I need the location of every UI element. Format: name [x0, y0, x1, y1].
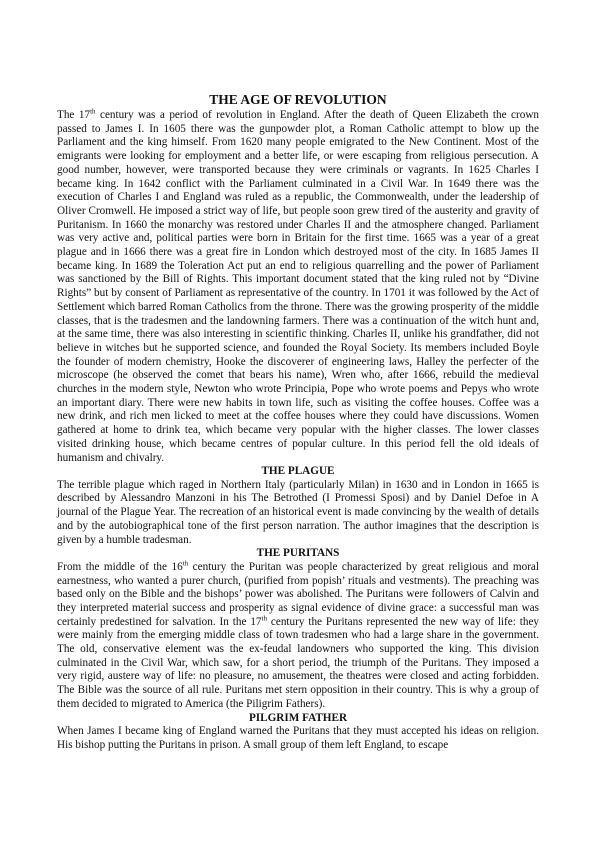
- document-page: [57, 92, 539, 752]
- puritans-heading: THE PURITANS: [256, 547, 340, 560]
- plague-heading: THE PLAGUE: [261, 465, 335, 478]
- pilgrim-paragraph: When James I became king of England warned the Puritans that they must accepted his ideas on religion. His bishop putting the Puritans in prison. A small group of them left England, to escape: [57, 725, 539, 751]
- puritans-text-part-3: century the Puritans represented the new way of life: they were mainly from the emerging middle class of town tradesmen who had a large share in the government. The old, conservative element was the ex-feudal landowners who supported the king. This division culminated in the Civil War, which saw, for a short period, the triumph of the Puritans. They imposed a very rigid, austere way of life: no pleasure, no amusement, the theatres were closed and acting forbidden. The Bible was the source of all rule. Puritans met stern opposition in their country. This is why a group of them decided to migrated to America (the Piligrim Fathers).: [57, 615, 539, 710]
- puritans-paragraph: [57, 561, 539, 712]
- pilgrim-heading: PILGRIM FATHER: [248, 711, 348, 724]
- intro-text-part-1: The 17: [57, 109, 91, 121]
- puritans-text-part-1: From the middle of the 16: [57, 560, 183, 573]
- plague-paragraph: The terrible plague which raged in Northern Italy (particularly Milan) in 1630 and in London in 1665 is described by Alessandro Manzoni in his The Betrothed (I Promessi Sposi) and by Daniel Defoe in A journal of the Plague Year. The recreation of an historical event is made convincing by the wealth of details and by the autobiographical tone of the first person narration. The author imagines that the description is given by a humble tradesman.: [57, 478, 539, 546]
- document-title: THE AGE OF REVOLUTION: [209, 92, 387, 107]
- ordinal-suffix: th: [182, 559, 189, 568]
- ordinal-suffix: th: [261, 613, 267, 622]
- ordinal-suffix: th: [90, 107, 96, 116]
- puritans-text-part-2: century the Puritan was people characterized by great religious and moral earnestness, who wanted a purer church, (purified from popish’ rituals and vestments). The preaching was based only on the Bible and the bishops’ power was abolished. The Puritans were followers of Calvin and they interpreted material success and prosperity as signal evidence of divine grace: a successful man was certainly predestined for salvation. In the 17: [57, 560, 539, 628]
- intro-paragraph: [57, 109, 539, 465]
- intro-text-part-2: century was a period of revolution in England. After the death of Queen Elizabeth the crown passed to James I. In 1605 there was the gunpowder plot, a Roman Catholic attempt to blow up the Parliament and the king himself. From 1620 many people emigrated to the New Continent. Most of the emigrants were looking for employment and a better life, or were escaping from religious persecution. A good number, however, were transported because they were criminals or vagrants. In 1625 Charles I became king. In 1642 conflict with the Parliament culminated in a Civil War. In 1649 there was the execution of Charles I and England was ruled as a republic, the Commonwealth, under the leadership of Oliver Cromwell. He imposed a strict way of life, but people soon grew tired of the austerity and gravity of Puritanism. In 1660 the monarchy was restored under Charles II and the atmosphere changed. Parliament was very active and, political parties were born in Britain for the first time. 1665 was a year of a great plague and in 1666 there was a great fire in London which destroyed most of the city. In 1685 James II became king. In 1689 the Toleration Act put an end to religious quarrelling and the power of Parliament was sanctioned by the Bill of Rights. This important document stated that the king ruled not by “Divine Rights” but by consent of Parliament as representative of the country. In 1701 it was followed by the Act of Settlement which barred Roman Catholics from the throne. There was the growing prosperity of the middle classes, that is the tradesmen and the landowning farmers. There was a continuation of the witch hunt and, at the same time, there was also interesting in scientific thinking. Charles II, unlike his grandfather, did not believe in witches but he supported science, and founded the Royal Society. Its members included Boyle the founder of modern chemistry, Hooke the discoverer of engineering laws, Halley the perfecter of the microscope (he observed the comet that bears his name), Wren who, after 1666, rebuild the medieval churches in the modern style, Newton who wrote Principia, Pope who wrote poems and Pepys who wrote an important diary. There were new habits in town life, such as visiting the coffee houses. Coffee was a new drink, and rich men licked to meet at the coffee houses where they could have discussions. Women gathered at home to drink tea, which became very popular with the higher classes. The lower classes visited drinking house, which became centres of popular culture. In this period fell the old ideals of humanism and chivalry.: [57, 109, 539, 464]
